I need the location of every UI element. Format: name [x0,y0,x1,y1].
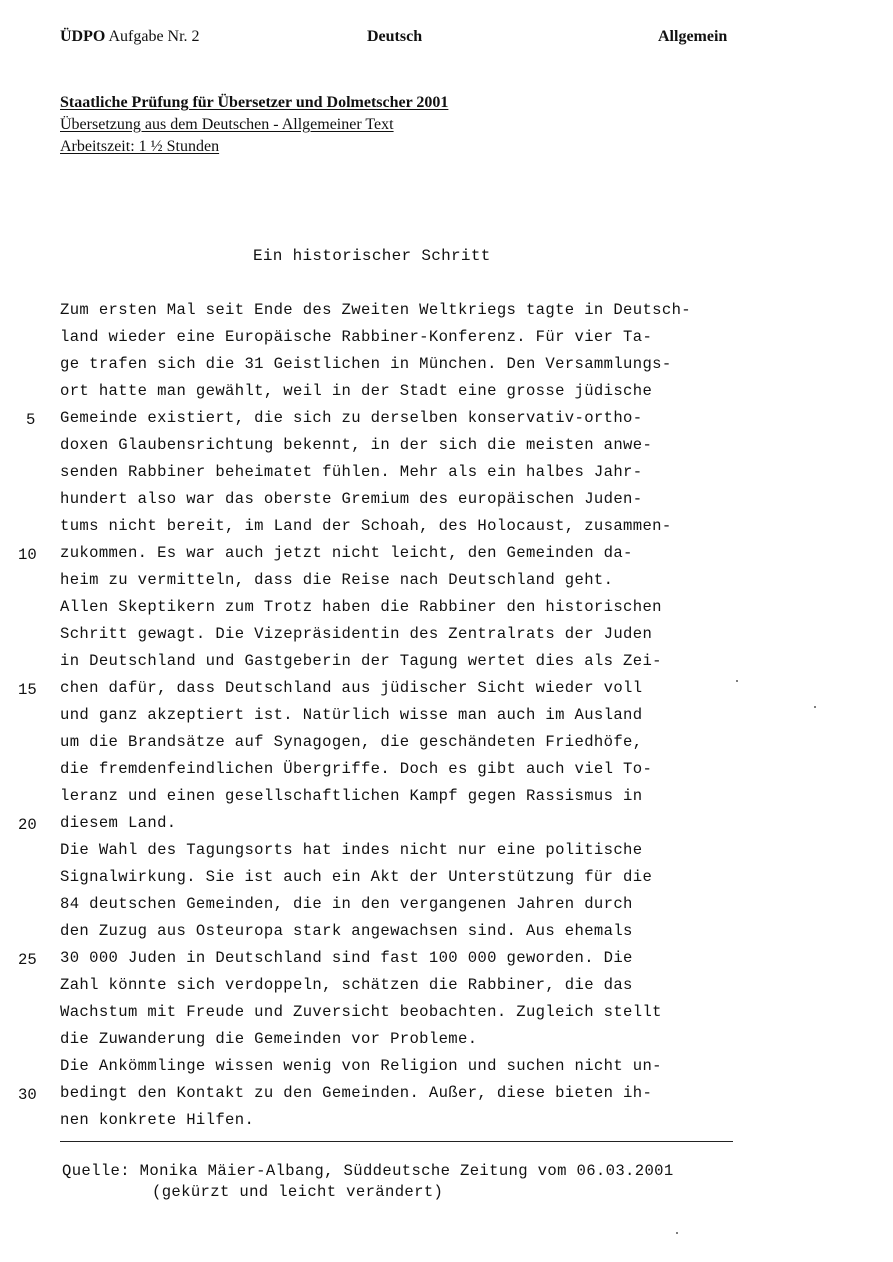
text-line: die fremdenfeindlichen Übergriffe. Doch es gibt auch viel To- [60,760,653,778]
line-number: 5 [26,411,36,429]
header-org: ÜDPO [60,28,106,45]
exam-title: Staatliche Prüfung für Übersetzer und Dolmetscher 2001 [60,94,449,111]
text-line: Signalwirkung. Sie ist auch ein Akt der Unterstützung für die [60,868,653,886]
text-line: hundert also war das oberste Gremium des europäischen Juden- [60,490,643,508]
header-category: Allgemein [658,28,728,45]
text-line: diesem Land. [60,814,177,832]
header-task-number: Aufgabe Nr. 2 [108,28,200,45]
text-line: und ganz akzeptiert ist. Natürlich wisse man auch im Ausland [60,706,643,724]
line-number: 25 [18,951,37,969]
text-line: bedingt den Kontakt zu den Gemeinden. Außer, diese bieten ih- [60,1084,653,1102]
text-line: Die Wahl des Tagungsorts hat indes nicht nur eine politische [60,841,643,859]
scan-speck [676,1232,678,1234]
line-number: 20 [18,816,37,834]
text-line: in Deutschland und Gastgeberin der Tagung wertet dies als Zei- [60,652,662,670]
text-line: heim zu vermitteln, dass die Reise nach Deutschland geht. [60,571,614,589]
header-task-label [60,28,200,46]
scan-speck [814,706,816,708]
text-line: den Zuzug aus Osteuropa stark angewachsen sind. Aus ehemals [60,922,633,940]
text-line: Zum ersten Mal seit Ende des Zweiten Weltkriegs tagte in Deutsch- [60,301,692,319]
exam-subtitle: Übersetzung aus dem Deutschen - Allgemeiner Text [60,116,394,133]
source-citation: Quelle: Monika Mäier-Albang, Süddeutsche Zeitung vom 06.03.2001 [62,1162,674,1180]
text-line: die Zuwanderung die Gemeinden vor Probleme. [60,1030,478,1048]
text-line: ort hatte man gewählt, weil in der Stadt eine grosse jüdische [60,382,653,400]
text-line: tums nicht bereit, im Land der Schoah, des Holocaust, zusammen- [60,517,672,535]
divider-line [60,1141,733,1142]
text-line: Schritt gewagt. Die Vizepräsidentin des Zentralrats der Juden [60,625,653,643]
scan-speck [736,680,738,682]
header-language: Deutsch [367,28,423,45]
text-line: senden Rabbiner beheimatet fühlen. Mehr als ein halbes Jahr- [60,463,643,481]
text-line: nen konkrete Hilfen. [60,1111,255,1129]
text-line: Zahl könnte sich verdoppeln, schätzen die Rabbiner, die das [60,976,633,994]
line-number: 10 [18,546,37,564]
line-number: 15 [18,681,37,699]
text-line: Wachstum mit Freude und Zuversicht beobachten. Zugleich stellt [60,1003,662,1021]
text-line: land wieder eine Europäische Rabbiner-Konferenz. Für vier Ta- [60,328,653,346]
text-line: Die Ankömmlinge wissen wenig von Religion und suchen nicht un- [60,1057,662,1075]
text-line: Allen Skeptikern zum Trotz haben die Rabbiner den historischen [60,598,662,616]
text-line: zukommen. Es war auch jetzt nicht leicht, den Gemeinden da- [60,544,633,562]
text-line: ge trafen sich die 31 Geistlichen in München. Den Versammlungs- [60,355,672,373]
line-number: 30 [18,1086,37,1104]
text-line: um die Brandsätze auf Synagogen, die geschändeten Friedhöfe, [60,733,643,751]
text-line: doxen Glaubensrichtung bekennt, in der sich die meisten anwe- [60,436,653,454]
text-line: 84 deutschen Gemeinden, die in den vergangenen Jahren durch [60,895,633,913]
text-line: leranz und einen gesellschaftlichen Kampf gegen Rassismus in [60,787,643,805]
source-note: (gekürzt und leicht verändert) [152,1183,444,1201]
text-line: 30 000 Juden in Deutschland sind fast 100 000 geworden. Die [60,949,633,967]
text-line: chen dafür, dass Deutschland aus jüdischer Sicht wieder voll [60,679,643,697]
text-line: Gemeinde existiert, die sich zu derselben konservativ-ortho- [60,409,643,427]
document-title: Ein historischer Schritt [253,247,491,265]
exam-time: Arbeitszeit: 1 ½ Stunden [60,138,220,155]
